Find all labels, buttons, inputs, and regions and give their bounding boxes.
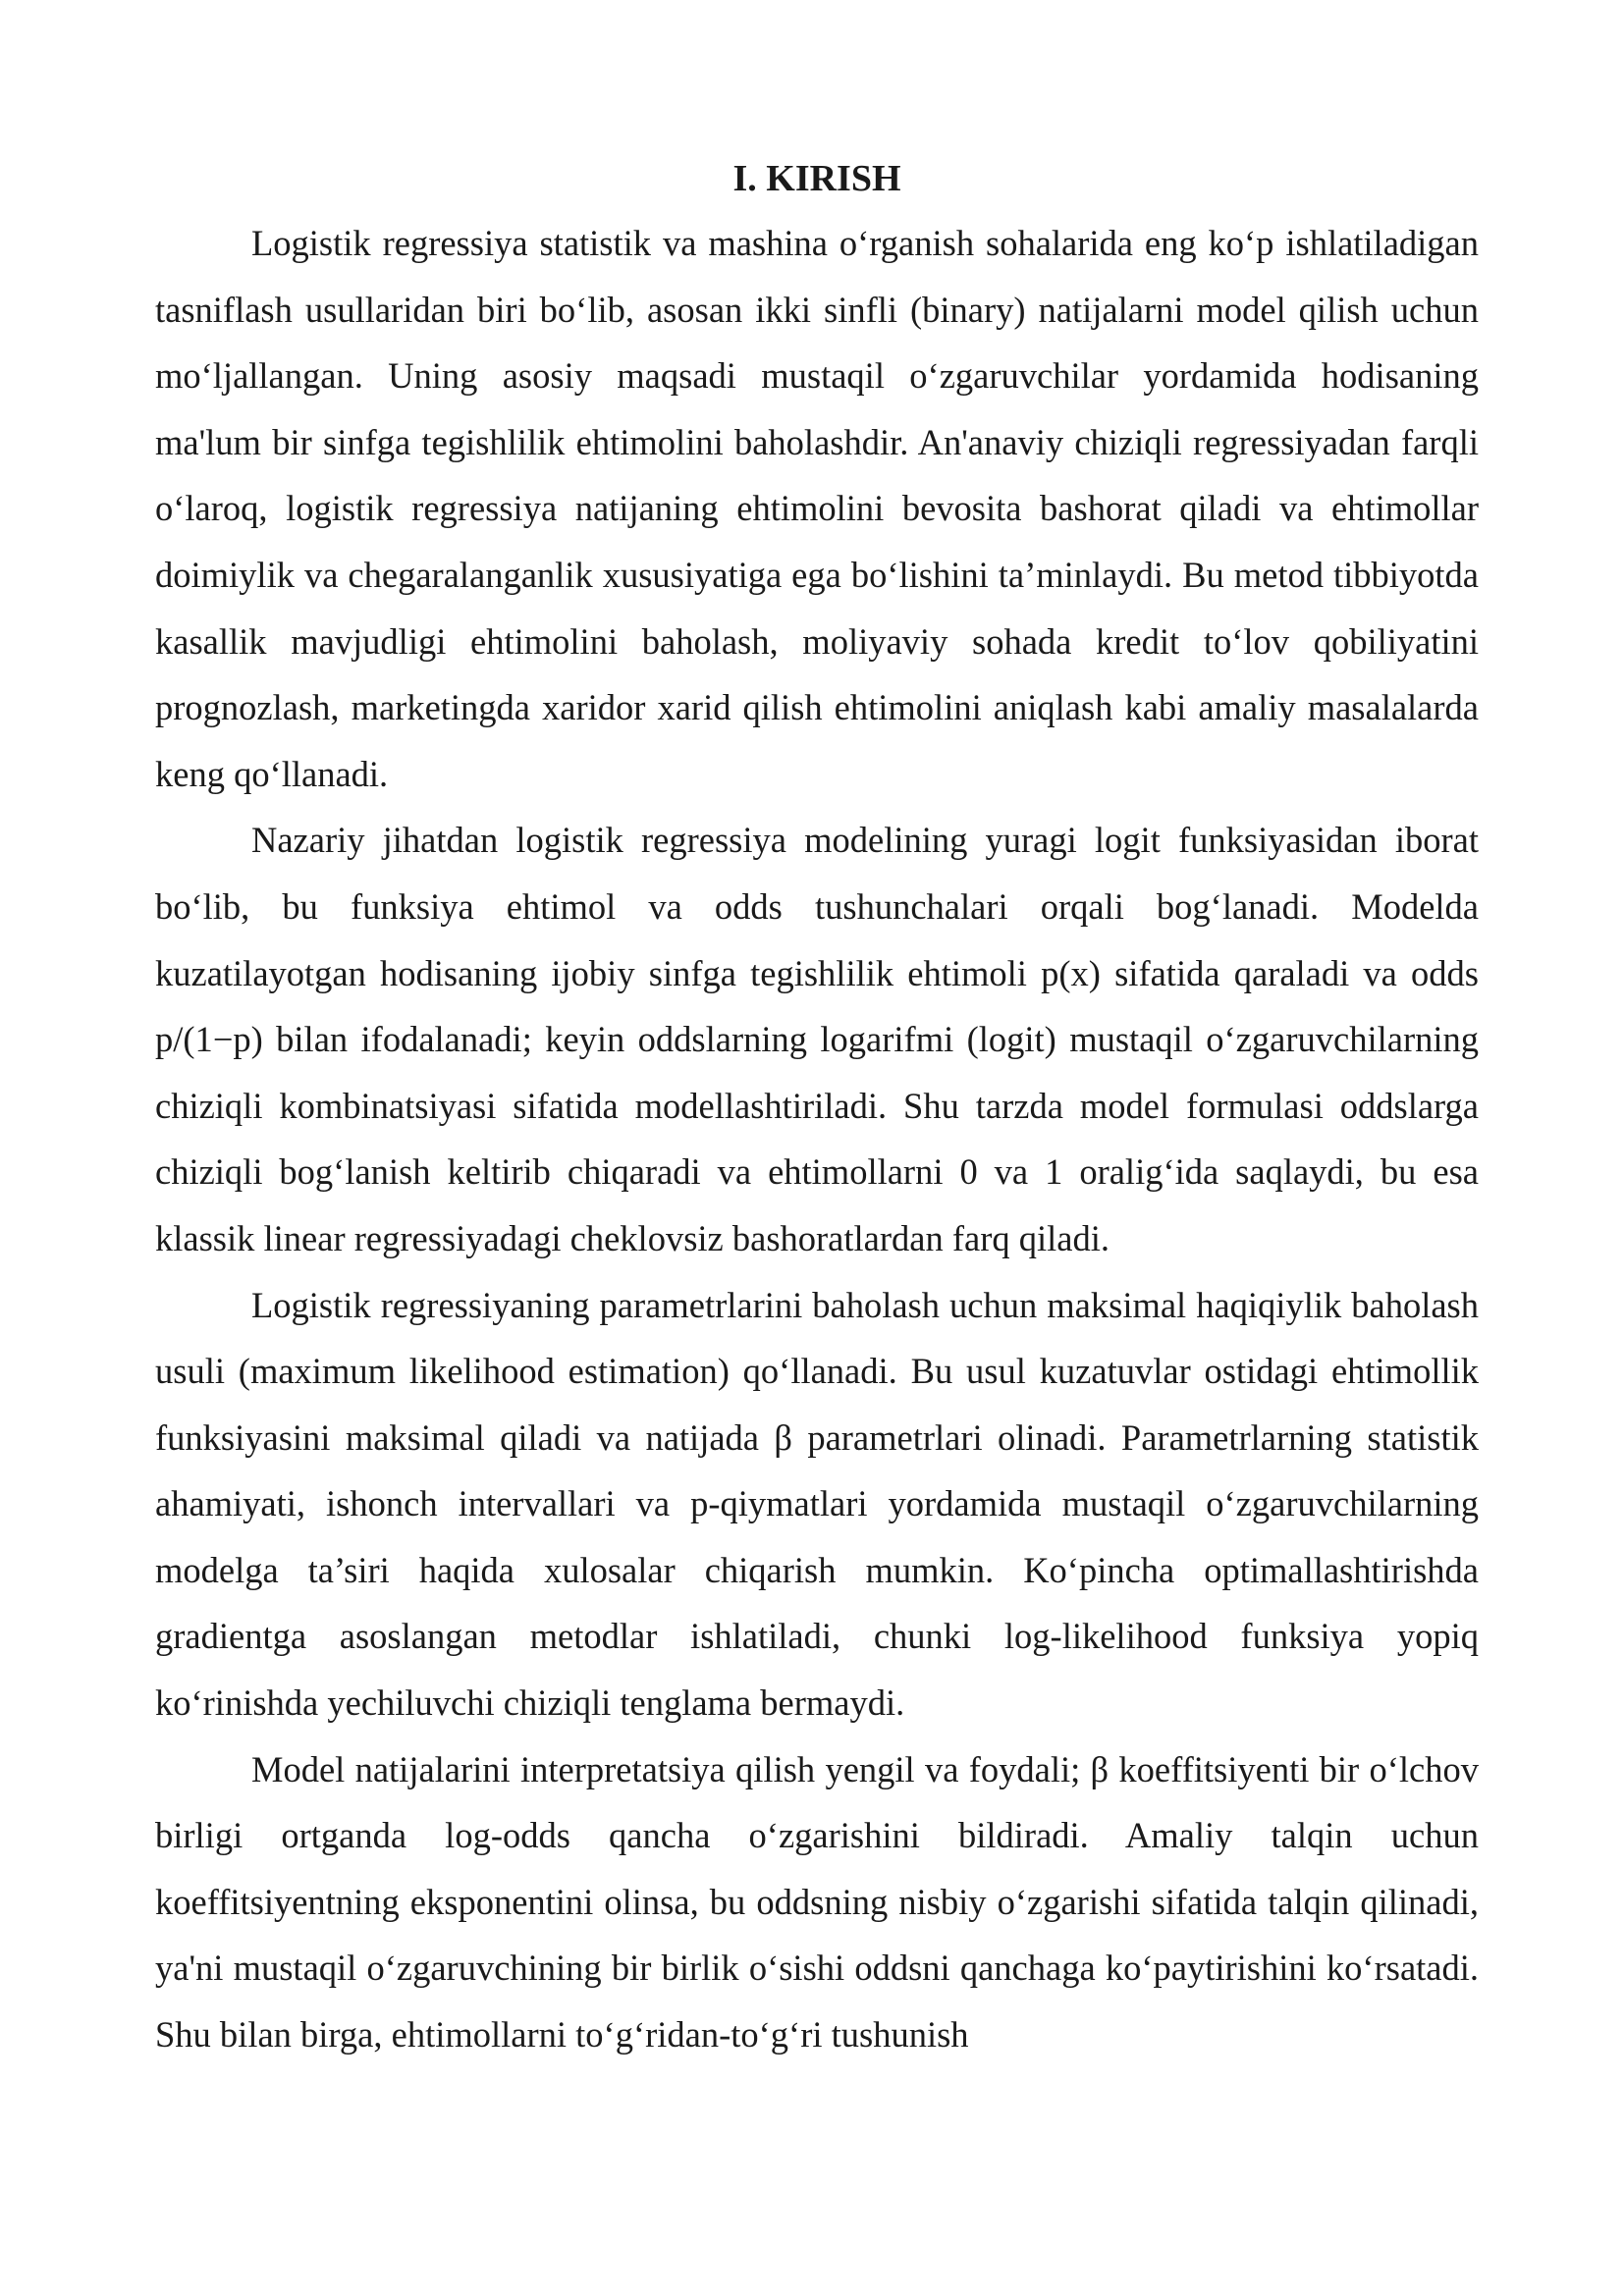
paragraph-3: Logistik regressiyaning parametrlarini baholash uchun maksimal haqiqiylik baholash usuli (maximum likelihood estimation) qo‘llanadi. Bu usul kuzatuvlar ostidagi ehtimollik funksiyasini maksimal qiladi va natijada β parametrlari olinadi. Parametrlarning statistik ahamiyati, ishonch intervallari va p-qiymatlari yordamida mustaqil o‘zgaruvchilarning modelga ta’siri haqida xulosalar chiqarish mumkin. Ko‘pincha optimallashtirishda gradientga asoslangan metodlar ishlatiladi, chunki log-likelihood funksiya yopiq ko‘rinishda yechiluvchi chiziqli tenglama bermaydi. xyxy=(155,1284,1479,1724)
section-title: I. KIRISH xyxy=(732,158,901,199)
paragraph-2: Nazariy jihatdan logistik regressiya modelining yuragi logit funksiyasidan iborat bo‘lib, bu funksiya ehtimol va odds tushunchalari orqali bog‘lanadi. Modelda kuzatilayotgan hodisaning ijobiy sinfga tegishlilik ehtimoli p(x) sifatida qaraladi va odds p/(1−p) bilan ifodalanadi; keyin oddslarning logarifmi (logit) mustaqil o‘zgaruvchilarning chiziqli kombinatsiyasi sifatida modellashtiriladi. Shu tarzda model formulasi oddslarga chiziqli bog‘lanish keltirib chiqaradi va ehtimollarni 0 va 1 oralig‘ida saqlaydi, bu esa klassik linear regressiyadagi cheklovsiz bashoratlardan farq qiladi. xyxy=(155,820,1479,1258)
paragraph-4: Model natijalarini interpretatsiya qilish yengil va foydali; β koeffitsiyenti bir o‘lchov birligi ortganda log-odds qancha o‘zgarishini bildiradi. Amaliy talqin uchun koeffitsiyentning eksponentini olinsa, bu oddsning nisbiy o‘zgarishi sifatida talqin qilinadi, ya'ni mustaqil o‘zgaruvchining bir birlik o‘sishi oddsni qanchaga ko‘paytirishini ko‘rsatadi. Shu bilan birga, ehtimollarni to‘g‘ridan-to‘g‘ri tushunish xyxy=(155,1748,1479,2056)
document-page xyxy=(155,147,1479,2068)
paragraph-1: Logistik regressiya statistik va mashina o‘rganish sohalarida eng ko‘p ishlatiladigan tasniflash usullaridan biri bo‘lib, asosan ikki sinfli (binary) natijalarni model qilish uchun mo‘ljallangan. Uning asosiy maqsadi mustaqil o‘zgaruvchilar yordamida hodisaning ma'lum bir sinfga tegishlilik ehtimolini baholashdir. An'anaviy chiziqli regressiyadan farqli o‘laroq, logistik regressiya natijaning ehtimolini bevosita bashorat qiladi va ehtimollar doimiylik va chegaralanganlik xususiyatiga ega bo‘lishini ta’minlaydi. Bu metod tibbiyotda kasallik mavjudligi ehtimolini baholash, moliyaviy sohada kredit to‘lov qobiliyatini prognozlash, marketingda xaridor xarid qilish ehtimolini aniqlash kabi amaliy masalalarda keng qo‘llanadi. xyxy=(155,223,1479,794)
